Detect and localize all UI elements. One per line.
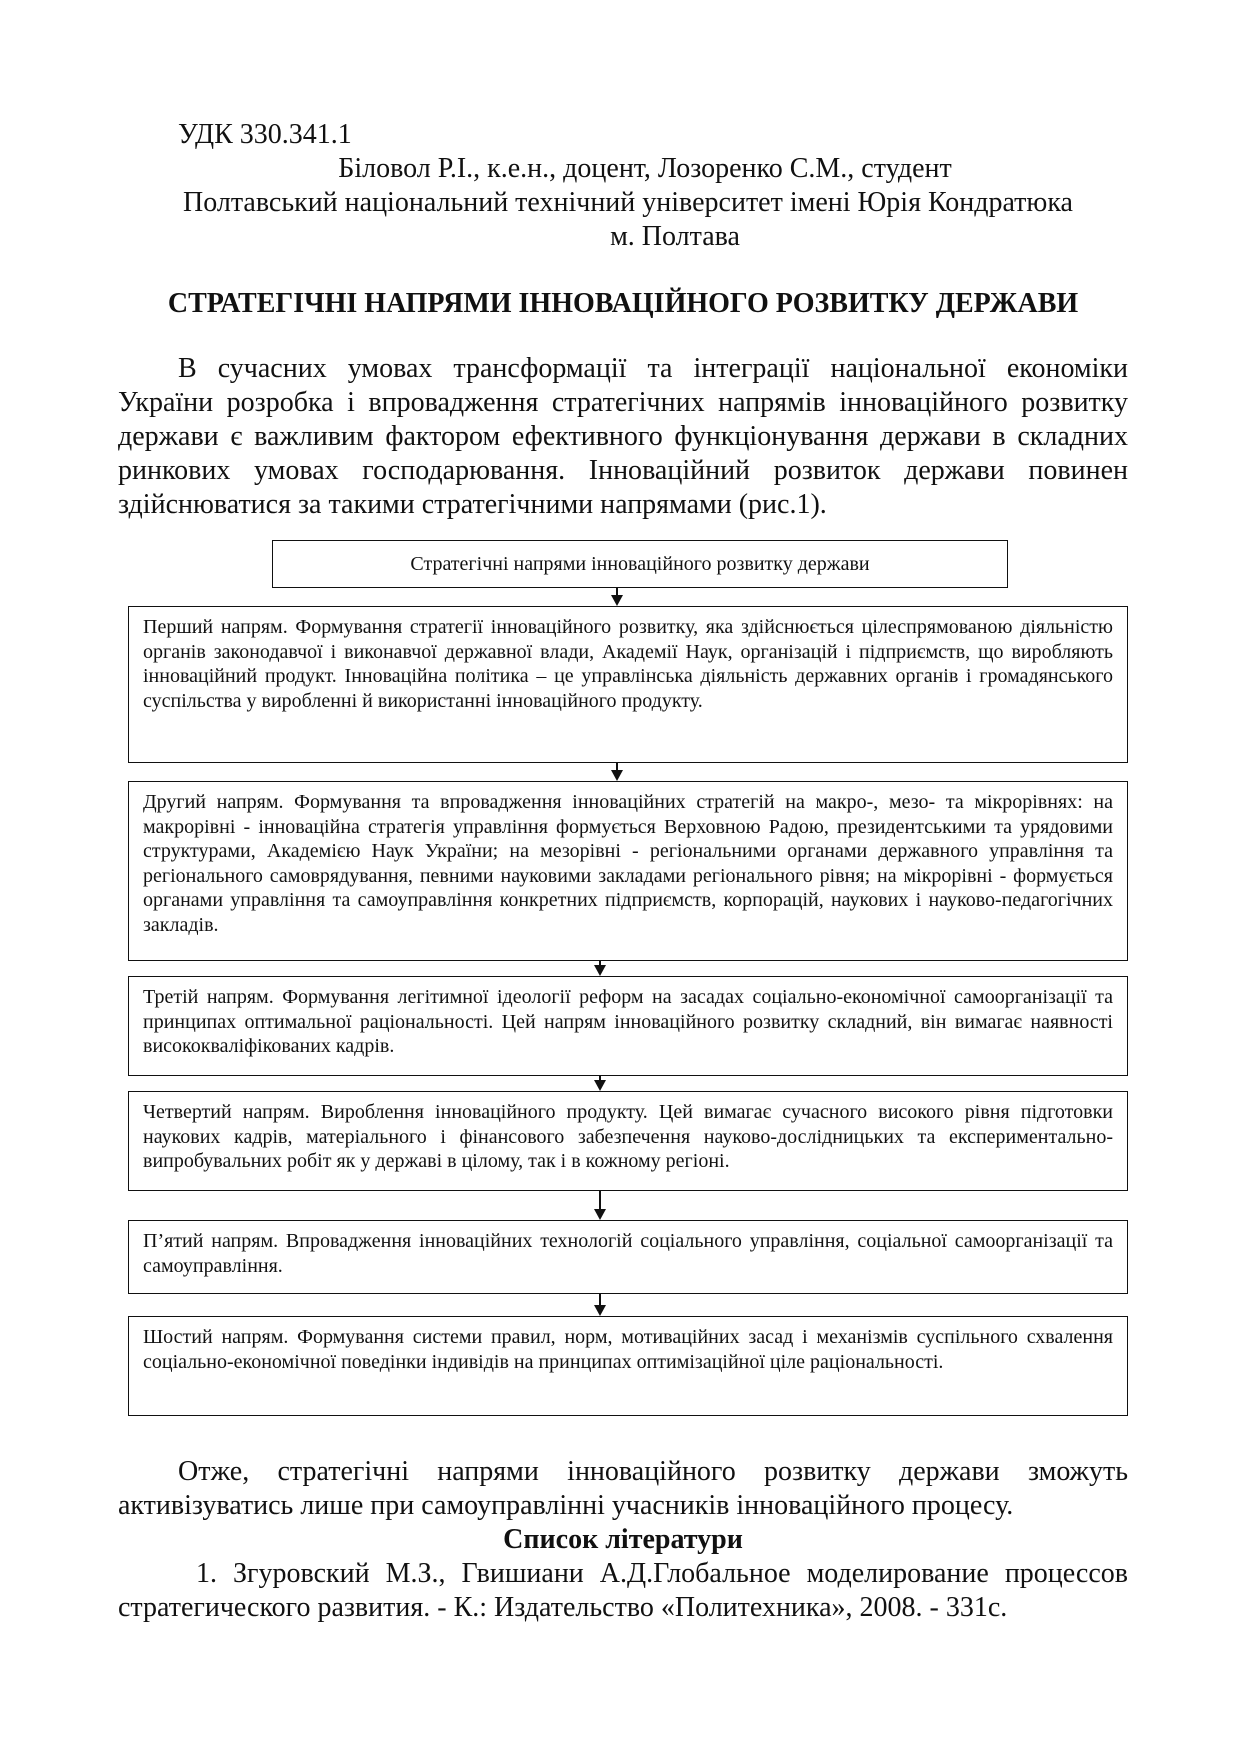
direction-box-4: Четвертий напрям. Вироблення інноваційного продукту. Цей вимагає сучасного високого рівня підготовки наукових кадрів, матеріального і фінансового забезпечення науково-дослідницьких та експериментально-випробувальних робіт як у державі в цілому, так і в кожному регіоні.	[128, 1091, 1128, 1191]
direction-box-6: Шостий напрям. Формування системи правил, норм, мотиваційних засад і механізмів суспільного схвалення соціально-економічної поведінки індивідів на принципах оптимізаційної ціле раціональності.	[128, 1316, 1128, 1416]
reference-item: 1. Згуровский М.З., Гвишиани А.Д.Глобальное моделирование процессов стратегического развития. - К.: Издательство «Политехника», 2008. - 331с.	[118, 1558, 1128, 1623]
university: Полтавський національний технічний університет імені Юрія Кондратюка	[183, 187, 1073, 218]
intro-paragraph: В сучасних умовах трансформації та інтеграції національної економіки України розробка і впровадження стратегічних напрямів інноваційного розвитку держави є важливим фактором ефективного функціонування держави в складних ринкових умовах господарювання. Інноваційний розвиток держави повинен здійснюватися за такими стратегічними напрямами (рис.1).	[118, 353, 1128, 520]
udk-code: УДК 330.341.1	[178, 119, 352, 150]
direction-box-5: П’ятий напрям. Впровадження інноваційних технологій соціального управління, соціальної самоорганізації та самоуправління.	[128, 1220, 1128, 1294]
paper-title: СТРАТЕГІЧНІ НАПРЯМИ ІННОВАЦІЙНОГО РОЗВИТКУ ДЕРЖАВИ	[167, 288, 1079, 319]
references-title: Список літератури	[503, 1524, 743, 1555]
diagram-top-box: Стратегічні напрями інноваційного розвитку держави	[272, 540, 1008, 588]
direction-box-3: Третій напрям. Формування легітимної ідеології реформ на засадах соціально-економічної самоорганізації та принципах оптимальної раціональності. Цей напрям інноваційного розвитку складний, він вимагає наявності висококваліфікованих кадрів.	[128, 976, 1128, 1076]
direction-box-2: Другий напрям. Формування та впровадження інноваційних стратегій на макро-, мезо- та мікрорівнях: на макрорівні - інноваційна стратегія управління формується Верховною Радою, президентськими та урядовими структурами, Академією Наук України; на мезорівні - регіональними органами державного управління та регіонального самоврядування, певними науковими закладами регіонального рівня; на мікрорівні - формується органами управління та самоуправління конкретних підприємств, корпорацій, наукових і науково-педагогічних закладів.	[128, 781, 1128, 961]
city: м. Полтава	[610, 221, 740, 252]
direction-box-1: Перший напрям. Формування стратегії інноваційного розвитку, яка здійснюється цілеспрямованою діяльністю органів законодавчої і виконавчої державної влади, Академії Наук, організацій і підприємств, що виробляють інноваційний продукт. Інноваційна політика – це управлінська діяльність державних органів і громадянського суспільства у виробленні й використанні інноваційного продукту.	[128, 606, 1128, 763]
conclusion-paragraph: Отже, стратегічні напрями інноваційного розвитку держави зможуть активізуватись лише при самоуправлінні учасників інноваційного процесу.	[118, 1456, 1128, 1521]
authors: Біловол Р.І., к.е.н., доцент, Лозоренко С.М., студент	[338, 153, 952, 184]
